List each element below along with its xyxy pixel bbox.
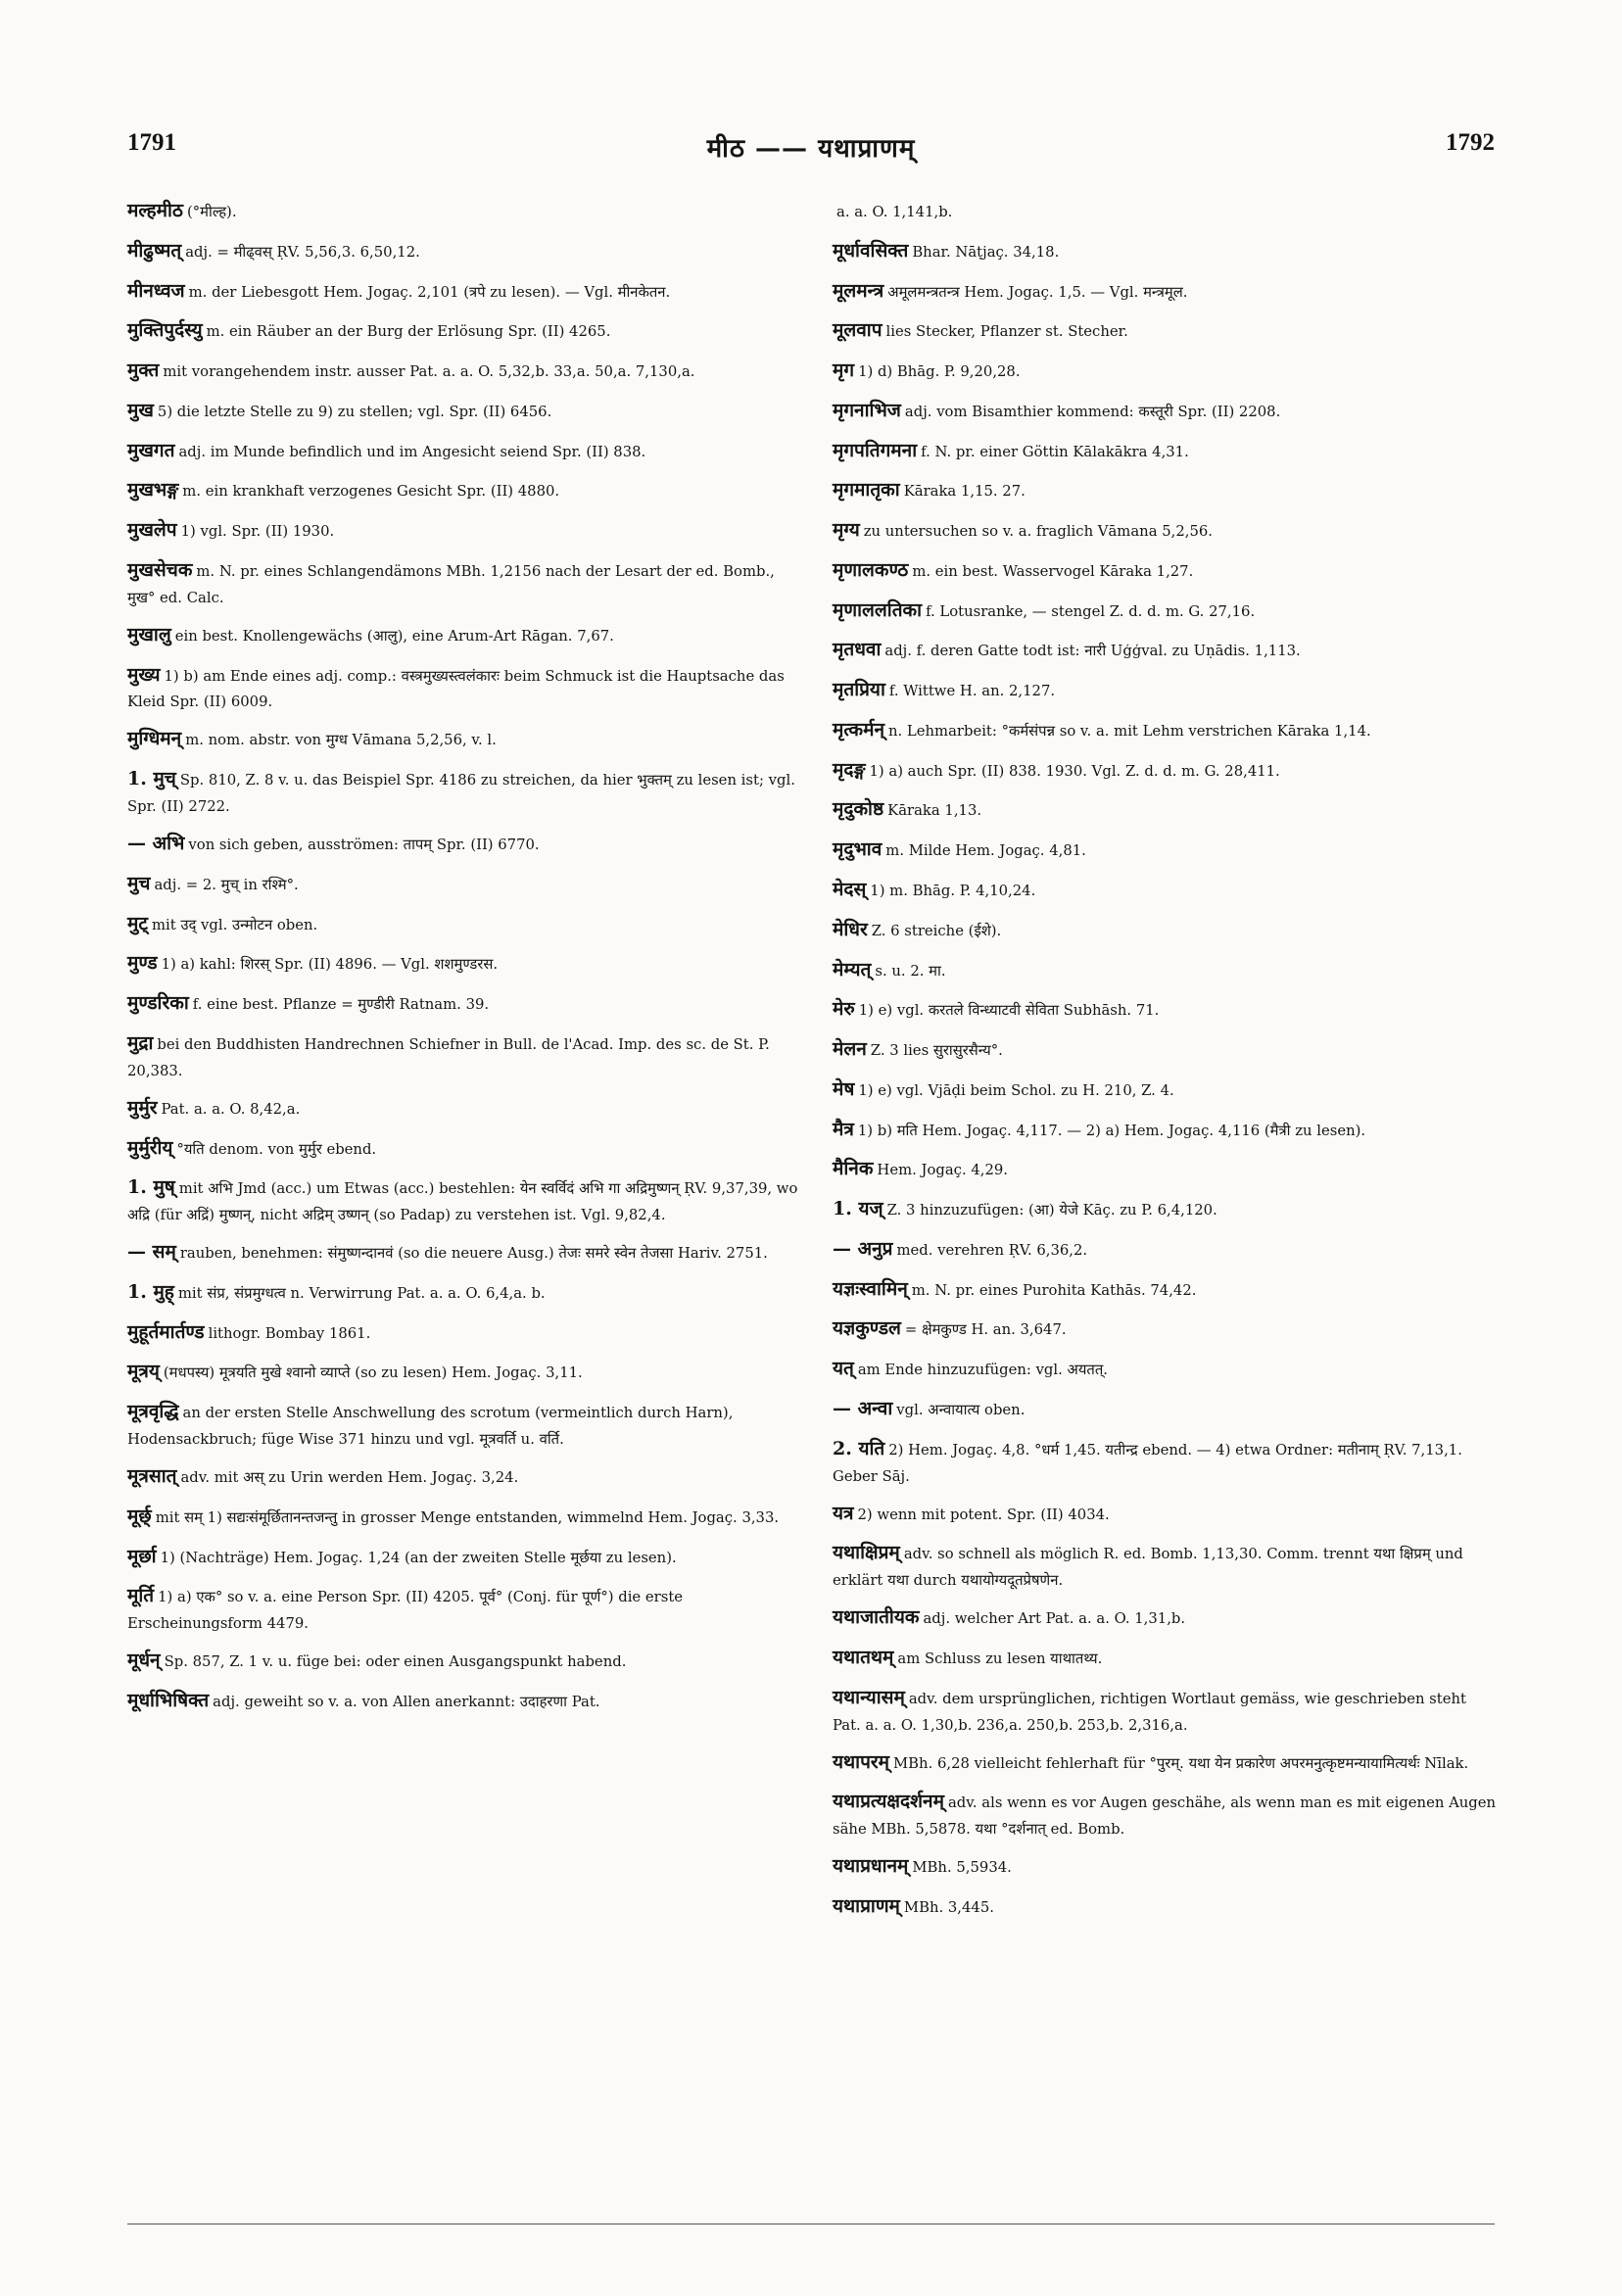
entry-text: adj. vom Bisamthier kommend: कस्तूरी Spr. (II) 2208.: [904, 403, 1281, 420]
dictionary-entry: [127, 1028, 801, 1083]
entry-text: 2) Hem. Jogaç. 4,8. °धर्म 1,45. यतीन्द्र ebend. — 4) etwa Ordner: मतीनाम् ṚV. 7,13,1. Geber Sāj.: [833, 1441, 1462, 1485]
entry-text: 1) b) मति Hem. Jogaç. 4,117. — 2) a) Hem. Jogaç. 4,116 (मैत्री zu lesen).: [857, 1122, 1366, 1139]
entry-text: 1) vgl. Spr. (II) 1930.: [180, 523, 335, 541]
entry-headword: मृगनाभिज: [833, 399, 901, 421]
entry-headword: यथापरम्: [833, 1750, 890, 1773]
entry-headword: मृग्य: [833, 519, 860, 542]
dictionary-entry: [833, 1274, 1499, 1305]
entry-text: mit vorangehendem instr. ausser Pat. a. a. O. 5,32,b. 33,a. 50,a. 7,130,a.: [163, 363, 695, 381]
entry-text: med. verehren ṚV. 6,36,2.: [896, 1241, 1088, 1259]
dictionary-entry: [127, 988, 801, 1019]
entry-headword: मुहूर्तमार्तण्ड: [127, 1320, 205, 1343]
entry-text: Z. 3 hinzuzufügen: (आ) येजे Kāç. zu P. 6,4,120.: [886, 1202, 1217, 1220]
entry-text: 1) a) kahl: शिरस् Spr. (II) 4896. — Vgl. शशमुण्डरस.: [161, 956, 499, 974]
entry-headword: मल्हमीठ: [127, 200, 183, 221]
dictionary-entry: [833, 1034, 1499, 1065]
dictionary-entry: [833, 1115, 1499, 1145]
entry-headword: मुखभङ्ग: [127, 479, 179, 502]
dictionary-entry: [127, 829, 801, 859]
entry-headword: यथाप्रत्यक्षदर्शनम्: [833, 1791, 944, 1813]
entry-text: 1) (Nachträge) Hem. Jogaç. 1,24 (an der zweiten Stelle मूर्छया zu lesen).: [160, 1549, 677, 1566]
entry-text: 1) b) am Ende eines adj. comp.: वस्त्रमुख्यस्त्वलंकारः beim Schmuck ist die Hauptsache das Kleid Spr. (II) 6009.: [127, 667, 785, 711]
dictionary-entry: [833, 1538, 1499, 1593]
entry-headword: मेरु: [833, 998, 855, 1021]
entry-headword: मृणालकण्ठ: [833, 558, 909, 581]
entry-text: am Schluss zu lesen याथातथ्य.: [897, 1650, 1103, 1668]
entry-text: अमूलमन्त्रतन्त्र Hem. Jogaç. 1,5. — Vgl. मन्त्रमूल.: [887, 283, 1188, 301]
dictionary-entry: [127, 1646, 801, 1676]
entry-headword: — अनुप्र: [833, 1237, 893, 1260]
dictionary-entry: [127, 1461, 801, 1492]
dictionary-entry: [127, 196, 801, 226]
dictionary-entry: [127, 1686, 801, 1716]
entry-headword: मृतधवा: [833, 639, 882, 661]
entry-headword: मृतप्रिया: [833, 679, 885, 701]
dictionary-entry: [127, 1317, 801, 1348]
dictionary-entry: [127, 764, 801, 819]
entry-text: Sp. 857, Z. 1 v. u. füge bei: oder einen Ausgangspunkt habend.: [164, 1653, 627, 1671]
entry-headword: मुख: [127, 399, 154, 421]
entry-text: lithogr. Bombay 1861.: [208, 1324, 371, 1342]
dictionary-entry: [127, 660, 801, 715]
entry-headword: मूर्ति: [127, 1585, 155, 1607]
entry-text: 1) a) एक° so v. a. eine Person Spr. (II) 4205. पूर्व° (Conj. für पूर्ण°) die erste Erscheinungsform 4479.: [127, 1589, 684, 1633]
dictionary-entry: [127, 1397, 801, 1452]
entry-headword: मेधिर: [833, 918, 868, 940]
entry-text: mit संप्र, संप्रमुग्धत्व n. Verwirrung Pat. a. a. O. 6,4,a. b.: [177, 1284, 546, 1302]
entry-text: Z. 6 streiche (ईशे).: [871, 922, 1002, 939]
dictionary-entry: [833, 1075, 1499, 1105]
entry-headword: मूर्धाभिषिक्त: [127, 1690, 210, 1712]
entry-text: mit उद् vgl. उन्मोटन oben.: [151, 916, 318, 933]
dictionary-entry: [833, 555, 1499, 586]
entry-text: n. Lehmarbeit: °कर्मसंपन्न so v. a. mit Lehm verstrichen Kāraka 1,14.: [888, 722, 1371, 740]
entry-headword: मूर्छा: [127, 1545, 157, 1567]
dictionary-entry: [127, 1357, 801, 1387]
dictionary-entry: [833, 675, 1499, 705]
left-column: [127, 196, 801, 1726]
entry-text: f. Wittwe H. an. 2,127.: [888, 683, 1056, 700]
entry-headword: मुग्धिमन्: [127, 728, 182, 750]
entry-text: 1) d) Bhāg. P. 9,20,28.: [858, 363, 1021, 381]
entry-text: = क्षेमकुण्ड H. an. 3,647.: [904, 1321, 1067, 1339]
dictionary-entry: [833, 1643, 1499, 1673]
dictionary-entry: [833, 1787, 1499, 1842]
entry-headword: 1. यज्: [833, 1198, 883, 1220]
dictionary-entry: [833, 835, 1499, 865]
dictionary-entry: [833, 1394, 1499, 1424]
entry-headword: यज्ञःस्वामिन्: [833, 1277, 908, 1300]
entry-headword: मुख्य: [127, 663, 161, 686]
dictionary-entry: [127, 1237, 801, 1268]
entry-headword: मेम्यत्: [833, 958, 872, 981]
entry-headword: मूत्रवृद्धि: [127, 1401, 179, 1423]
dictionary-entry: [833, 1434, 1499, 1489]
entry-text: Bhar. Nāṭjaç. 34,18.: [912, 243, 1060, 261]
right-column: [833, 196, 1499, 1932]
dictionary-entry: [127, 396, 801, 426]
entry-text: Hem. Jogaç. 4,29.: [877, 1162, 1008, 1179]
running-title: मीठ —— यथाप्राणम्: [706, 134, 916, 164]
entry-text: f. Lotusranke, — stengel Z. d. d. m. G. 27,16.: [926, 602, 1256, 620]
entry-headword: मूलवाप: [833, 319, 883, 342]
entry-headword: मृदुभाव: [833, 838, 883, 861]
dictionary-entry: [833, 236, 1499, 266]
dictionary-entry: [833, 1499, 1499, 1529]
entry-headword: मुर्मुर: [127, 1096, 158, 1119]
entry-headword: मृत्कर्मन्: [833, 718, 884, 741]
entry-headword: मेदस्: [833, 879, 867, 901]
entry-headword: मृगपतिगमना: [833, 439, 918, 461]
entry-text: Pat. a. a. O. 8,42,a.: [161, 1100, 301, 1118]
entry-text: (°मील्ह).: [186, 204, 237, 220]
dictionary-entry: [833, 1354, 1499, 1384]
entry-headword: मृणाललतिका: [833, 598, 923, 621]
entry-headword: मूलमन्त्र: [833, 279, 884, 302]
dictionary-entry: [833, 1314, 1499, 1344]
dictionary-entry: [127, 276, 801, 307]
dictionary-entry: [127, 315, 801, 346]
entry-headword: 1. मुष्: [127, 1176, 175, 1199]
dictionary-entry: [833, 1154, 1499, 1184]
entry-text: adv. als wenn es vor Augen geschähe, als wenn man es mit eigenen Augen sähe MBh. 5,5878. यथा °दर्शनात् ed. Bomb.: [833, 1794, 1497, 1839]
entry-headword: मूर्धन्: [127, 1650, 161, 1672]
entry-text: 2) wenn mit potent. Spr. (II) 4034.: [857, 1506, 1110, 1523]
dictionary-entry: [127, 724, 801, 754]
entry-headword: यथाप्रधानम्: [833, 1855, 909, 1878]
entry-headword: मूर्धावसिक्त: [833, 239, 909, 262]
entry-headword: मृदङ्ग: [833, 758, 866, 781]
dictionary-entry: [127, 1542, 801, 1572]
dictionary-entry: [833, 715, 1499, 745]
entry-text: adv. so schnell als möglich R. ed. Bomb. 1,13,30. Comm. trennt यथा क्षिप्रम् und erklärt यथा durch यथायोग्यदूतप्रेषणेन.: [833, 1546, 1463, 1590]
entry-text: Kāraka 1,13.: [887, 802, 982, 820]
entry-headword: मुखालु: [127, 623, 171, 646]
entry-text: a. a. O. 1,141,b.: [836, 204, 953, 220]
entry-text: lies Stecker, Pflanzer st. Stecher.: [885, 323, 1128, 341]
entry-text: m. N. pr. eines Schlangendämons MBh. 1,2156 nach der Lesart der ed. Bomb., मुख° ed. Calc.: [127, 562, 775, 606]
dictionary-entry: [833, 436, 1499, 466]
dictionary-entry: [833, 994, 1499, 1025]
entry-headword: मुण्डरिका: [127, 992, 189, 1015]
entry-headword: मेलन: [833, 1038, 867, 1061]
entry-headword: मैनिक: [833, 1158, 874, 1180]
dictionary-entry: [833, 1747, 1499, 1778]
entry-headword: — अन्वा: [833, 1397, 893, 1419]
entry-text: Z. 3 lies सुरासुरसैन्य°.: [870, 1042, 1003, 1060]
entry-headword: मीनध्वज: [127, 279, 185, 302]
dictionary-entry: [833, 755, 1499, 786]
entry-text: m. nom. abstr. von मुग्ध Vāmana 5,2,56, v. l.: [185, 732, 497, 749]
entry-headword: मृगमातृका: [833, 479, 900, 502]
entry-text: adj. welcher Art Pat. a. a. O. 1,31,b.: [923, 1610, 1186, 1628]
entry-text: Sp. 810, Z. 8 v. u. das Beispiel Spr. 4186 zu streichen, da hier भुक्तम् zu lesen ist; vgl. Spr. (II) 2722.: [127, 772, 795, 815]
entry-text: Kāraka 1,15. 27.: [903, 483, 1026, 501]
entry-text: m. ein krankhaft verzogenes Gesicht Spr. (II) 4880.: [182, 483, 560, 501]
entry-headword: यथाजातीयक: [833, 1606, 920, 1629]
entry-text: adv. dem ursprünglichen, richtigen Wortlaut gemäss, wie geschrieben steht Pat. a. a. O. 1,30,b. 236,a. 250,b. 253,b. 2,316,a.: [833, 1690, 1466, 1734]
entry-text: m. Milde Hem. Jogaç. 4,81.: [885, 842, 1086, 860]
entry-headword: मुच: [127, 872, 151, 894]
entry-text: adj. f. deren Gatte todt ist: नारी Uģģval. zu Uṇādis. 1,113.: [884, 643, 1301, 660]
entry-text: bei den Buddhisten Handrechnen Schiefner in Bull. de l'Acad. Imp. des sc. de St. P. 20,383.: [127, 1035, 770, 1079]
dictionary-entry: [833, 1851, 1499, 1882]
entry-headword: मुखगत: [127, 439, 175, 461]
page-header: [127, 129, 1495, 168]
entry-text: (मधपस्य) मूत्रयति मुखे श्वानो व्याप्ते (so zu lesen) Hem. Jogaç. 3,11.: [163, 1364, 583, 1382]
entry-text: 5) die letzte Stelle zu 9) zu stellen; vgl. Spr. (II) 6456.: [157, 403, 552, 420]
entry-text: s. u. 2. मा.: [875, 962, 946, 980]
dictionary-entry: [833, 276, 1499, 307]
entry-text: adj. im Munde befindlich und im Angesicht seiend Spr. (II) 838.: [178, 443, 646, 460]
entry-headword: मुखसेचक: [127, 558, 193, 581]
dictionary-entry: [833, 1234, 1499, 1265]
dictionary-entry: [833, 955, 1499, 985]
entry-headword: यथान्यासम्: [833, 1686, 905, 1708]
entry-headword: मुक्तिपुर्दस्यु: [127, 319, 203, 342]
entry-text: MBh. 6,28 vielleicht fehlerhaft für °पुरम्. यथा येन प्रकारेण अपरमनुत्कृष्टमन्यायामित्यर्थः Nīlak.: [893, 1754, 1469, 1772]
dictionary-entry: [833, 915, 1499, 945]
entry-text: MBh. 3,445.: [903, 1899, 994, 1917]
entry-text: am Ende hinzuzufügen: vgl. अयतत्.: [857, 1362, 1109, 1379]
dictionary-entry: [833, 196, 1499, 226]
entry-headword: 1. मुच्: [127, 768, 176, 790]
dictionary-entry: [833, 356, 1499, 386]
dictionary-entry: [833, 315, 1499, 346]
dictionary-entry: [833, 596, 1499, 626]
entry-headword: यथाक्षिप्रम्: [833, 1542, 900, 1564]
entry-headword: मूत्रसात्: [127, 1465, 177, 1488]
dictionary-entry: [127, 436, 801, 466]
entry-headword: मृदुकोष्ठ: [833, 798, 884, 821]
dictionary-entry: [833, 1602, 1499, 1633]
entry-text: f. N. pr. einer Göttin Kālakākra 4,31.: [921, 443, 1189, 460]
entry-text: vgl. अन्वायात्य oben.: [896, 1401, 1026, 1418]
right-page-number: 1792: [1446, 129, 1495, 156]
entry-headword: मैत्र: [833, 1118, 854, 1140]
dictionary-entry: [833, 475, 1499, 505]
dictionary-entry: [127, 515, 801, 546]
entry-headword: 2. यति: [833, 1437, 885, 1459]
entry-text: adj. = मीढ्वस् ṚV. 5,56,3. 6,50,12.: [185, 243, 420, 261]
entry-headword: यथातथम्: [833, 1647, 894, 1669]
dictionary-entry: [127, 1581, 801, 1636]
entry-text: m. ein best. Wasservogel Kāraka 1,27.: [912, 562, 1194, 580]
dictionary-entry: [127, 356, 801, 386]
entry-headword: — सम्: [127, 1241, 176, 1264]
entry-headword: यत्र: [833, 1502, 854, 1524]
entry-headword: 1. मुह्: [127, 1280, 174, 1303]
entry-headword: मुण्ड: [127, 952, 158, 975]
entry-text: 1) m. Bhāg. P. 4,10,24.: [870, 883, 1036, 900]
dictionary-entry: [127, 1133, 801, 1164]
entry-headword: मुद्रा: [127, 1031, 154, 1054]
entry-headword: यथाप्राणम्: [833, 1895, 900, 1918]
entry-text: mit अभि Jmd (acc.) um Etwas (acc.) bestehlen: येन स्वर्विदं अभि गा अद्रिमुष्णन् ṚV. 9,37,39, wo अद्रि (für अद्रिं) मुष्णन्, nicht अद्रिम् उष्णन् (so Padap) zu verstehen ist. Vgl. 9,82,4.: [127, 1180, 798, 1224]
entry-text: mit सम् 1) सद्यःसंमूर्छितानन्तजन्तु in grosser Menge entstanden, wimmelnd Hem. Jogaç. 3,33.: [155, 1508, 780, 1526]
entry-headword: मूत्रय्: [127, 1361, 160, 1383]
dictionary-entry: [833, 635, 1499, 665]
entry-headword: मुखलेप: [127, 519, 177, 542]
entry-text: adv. mit अस् zu Urin werden Hem. Jogaç. 3,24.: [180, 1469, 519, 1487]
dictionary-entry: [833, 515, 1499, 546]
dictionary-entry: [833, 1194, 1499, 1224]
dictionary-entry: [127, 620, 801, 650]
entry-text: f. eine best. Pflanze = मुण्डीरी Ratnam. 39.: [192, 996, 490, 1014]
entry-text: 1) e) vgl. Vjāḍi beim Schol. zu H. 210, Z. 4.: [858, 1081, 1174, 1099]
entry-text: von sich geben, ausströmen: तापम् Spr. (II) 6770.: [188, 837, 540, 854]
dictionary-entry: [127, 1172, 801, 1227]
entry-headword: यज्ञकुण्डल: [833, 1317, 901, 1340]
dictionary-entry: [127, 555, 801, 610]
entry-text: m. der Liebesgott Hem. Jogaç. 2,101 (त्रपे zu lesen). — Vgl. मीनकेतन.: [188, 283, 671, 301]
entry-text: m. N. pr. eines Purohita Kathās. 74,42.: [911, 1281, 1197, 1299]
entry-headword: यत्: [833, 1358, 854, 1380]
entry-text: adj. = 2. मुच् in रश्मि°.: [154, 876, 299, 893]
dictionary-entry: [127, 909, 801, 939]
entry-headword: मुक्त: [127, 359, 160, 382]
entry-headword: मूर्छ्: [127, 1505, 152, 1527]
entry-headword: मीढुष्मत्: [127, 239, 182, 262]
entry-text: zu untersuchen so v. a. fraglich Vāmana 5,2,56.: [863, 523, 1213, 541]
entry-headword: मुट्: [127, 912, 148, 934]
dictionary-entry: [833, 794, 1499, 825]
entry-text: rauben, benehmen: संमुष्णन्दानवं (so die neuere Ausg.) तेजः समरे स्वेन तेजसा Hariv. 2751.: [179, 1245, 768, 1263]
dictionary-entry: [127, 1277, 801, 1308]
entry-headword: मेष: [833, 1077, 855, 1100]
entry-text: an der ersten Stelle Anschwellung des scrotum (vermeintlich durch Harn), Hodensackbruch; füge Wise 371 hinzu und vgl. मूत्रवर्ति u. वर्ति.: [127, 1405, 734, 1448]
entry-text: adj. geweiht so v. a. von Allen anerkannt: उदाहरणा Pat.: [213, 1694, 600, 1711]
entry-text: m. ein Räuber an der Burg der Erlösung Spr. (II) 4265.: [206, 323, 611, 341]
dictionary-entry: [127, 1093, 801, 1124]
entry-headword: मृग: [833, 359, 855, 382]
dictionary-entry: [127, 475, 801, 505]
dictionary-entry: [127, 869, 801, 899]
dictionary-entry: [127, 236, 801, 266]
dictionary-entry: [833, 396, 1499, 426]
entry-text: ein best. Knollengewächs (आलु), eine Arum-Art Rāgan. 7,67.: [174, 627, 614, 645]
dictionary-entry: [833, 1891, 1499, 1922]
dictionary-entry: [833, 875, 1499, 905]
entry-text: °यति denom. von मुर्मुर ebend.: [176, 1140, 377, 1158]
dictionary-entry: [127, 948, 801, 979]
entry-headword: — अभि: [127, 833, 185, 855]
entry-headword: मुर्मुरीय्: [127, 1136, 173, 1159]
left-page-number: 1791: [127, 129, 176, 156]
dictionary-entry: [833, 1683, 1499, 1738]
entry-text: 1) e) vgl. करतले विन्ध्याटवी सेविता Subhāsh. 71.: [858, 1002, 1160, 1020]
dictionary-entry: [127, 1502, 801, 1532]
entry-text: MBh. 5,5934.: [912, 1859, 1012, 1877]
entry-text: 1) a) auch Spr. (II) 838. 1930. Vgl. Z. d. d. m. G. 28,411.: [869, 762, 1280, 780]
